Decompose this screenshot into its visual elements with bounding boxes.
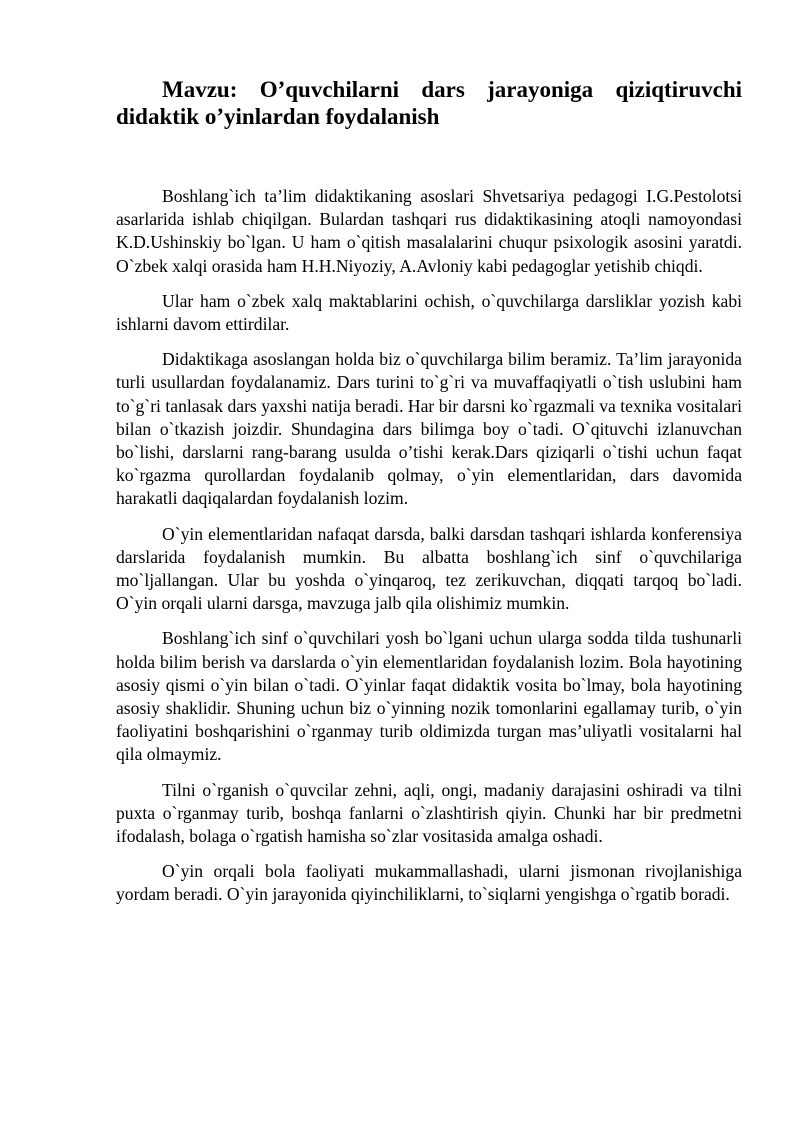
document-title: Mavzu: O’quvchilarni dars jarayoniga qiziqtiruvchi didaktik o’yinlardan foydalanish	[116, 77, 742, 129]
paragraph: Tilni o`rganish o`quvcilar zehni, aqli, ongi, madaniy darajasini oshiradi va tilni puxta o`rganmay turib, boshqa fanlarni o`zlashtirish qiyin. Chunki har bir predmetni ifodalash, bolaga o`rgatish hamisha so`zlar vositasida amalga oshadi.	[116, 779, 742, 847]
document-body	[116, 76, 742, 919]
paragraph: O`yin orqali bola faoliyati mukammallashadi, ularni jismonan rivojlanishiga yordam beradi. O`yin jarayonida qiyinchiliklarni, to`siqlarni yengishga o`rgatib boradi.	[116, 861, 742, 905]
paragraph: O`yin elementlaridan nafaqat darsda, balki darsdan tashqari ishlarda konferensiya darslarida foydalanish mumkin. Bu albatta boshlang`ich sinf o`quvchilariga mo`ljallangan. Ular bu yoshda o`yinqaroq, tez zerikuvchan, diqqati tarqoq bo`ladi. O`yin orqali ularni darsga, mavzuga jalb qila olishimiz mumkin.	[116, 523, 742, 614]
paragraph: Didaktikaga asoslangan holda biz o`quvchilarga bilim beramiz. Ta’lim jarayonida turli usullardan foydalanamiz. Dars turini to`g`ri va muvaffaqiyatli o`tish uslubini ham to`g`ri tanlasak dars yaxshi natija beradi. Har bir darsni ko`rgazmali va texnika vositalari bilan o`tkazish joizdir. Shundagina dars bilimga boy o`tadi. O`qituvchi izlanuvchan bo`lishi, darslarni rang-barang usulda o’tishi kerak.Dars qiziqarli o`tishi uchun faqat ko`rgazma qurollardan foydalanib qolmay, o`yin elementlaridan, dars davomida harakatli daqiqalardan foydalanish lozim.	[116, 349, 742, 509]
paragraph: Boshlang`ich sinf o`quvchilari yosh bo`lgani uchun ularga sodda tilda tushunarli holda bilim berish va darslarda o`yin elementlaridan foydalanish lozim. Bola hayotining asosiy qismi o`yin bilan o`tadi. O`yinlar faqat didaktik vosita bo`lmay, bola hayotining asosiy shaklidir. Shuning uchun biz o`yinning nozik tomonlarini egallamay turib, o`yin faoliyatini boshqarishini o`rganmay turib oldimizda turgan mas’uliyatli vositalarni hal qila olmaymiz.	[116, 628, 742, 765]
paragraph: Boshlang`ich ta’lim didaktikaning asoslari Shvetsariya pedagogi I.G.Pestolotsi asarlarida ishlab chiqilgan. Bulardan tashqari rus didaktikasining atoqli namoyondasi K.D.Ushinskiy bo`lgan. U ham o`qitish masalalarini chuqur psixologik asosini yaratdi. O`zbek xalqi orasida ham H.H.Niyoziy, A.Avloniy kabi pedagoglar yetishib chiqdi.	[116, 186, 742, 276]
paragraph: Ular ham o`zbek xalq maktablarini ochish, o`quvchilarga darsliklar yozish kabi ishlarni davom ettirdilar.	[116, 290, 742, 335]
